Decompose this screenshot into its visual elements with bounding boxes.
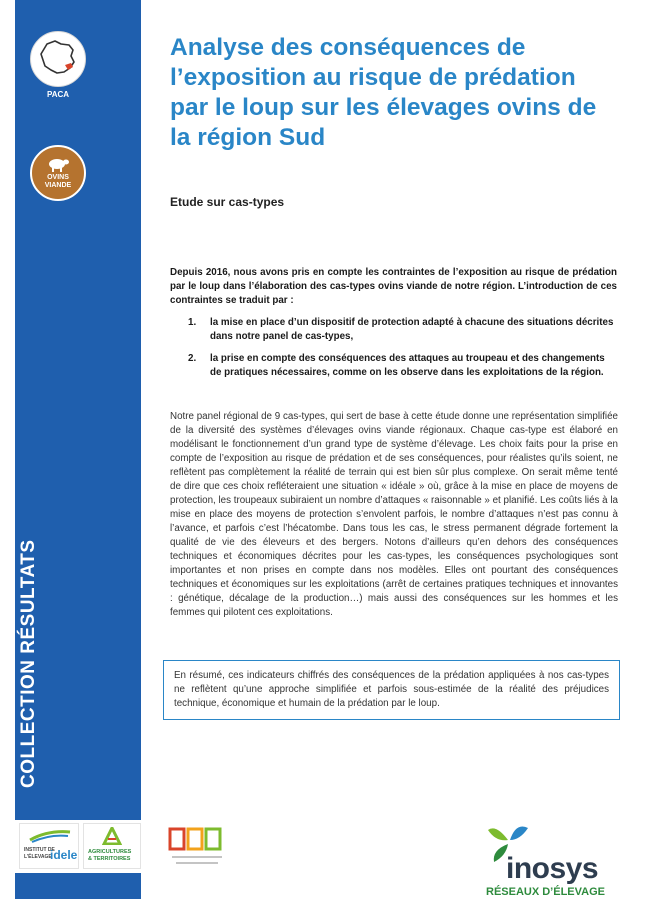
idele-line1: INSTITUT DE	[24, 847, 55, 853]
ovins-label: OVINS	[47, 174, 69, 181]
summary-text: En résumé, ces indicateurs chiffrés des conséquences de la prédation appliquées à nos cas-types ne reflètent qu’une approche simplifiée et parfois sous-estimée de la réalité des préjudices technique, économique et humain de la prédation par le loup.	[174, 670, 609, 709]
sheep-icon	[46, 156, 70, 172]
inosys-subtitle: RÉSEAUX D’ÉLEVAGE	[486, 886, 605, 898]
inosys-logo	[484, 820, 624, 900]
idele-logo	[19, 823, 79, 869]
page-subtitle: Etude sur cas-types	[170, 195, 285, 209]
idele-swoosh-icon	[28, 828, 72, 844]
inosys-brand: inosys	[506, 852, 599, 885]
chambres-a-icon	[102, 827, 122, 845]
chambres-line2: & TERRITOIRES	[88, 856, 131, 862]
summary-box	[163, 660, 620, 720]
intro-paragraph: Depuis 2016, nous avons pris en compte les contraintes de l’exposition au risque de prédation par le loup dans l’élaboration des cas-types ovins viande de notre région. L’introduction de ces contraintes se traduit par :	[170, 267, 617, 306]
viande-label: VIANDE	[44, 182, 72, 189]
region-sud-logo	[168, 823, 226, 869]
region-label: PACA	[46, 90, 70, 99]
list-item-number: 1.	[188, 317, 197, 328]
partner-logos	[15, 820, 144, 873]
list-item-text: la prise en compte des conséquences des attaques au troupeau et des changements de pratiques nécessaires, comme on les observe dans les exploitations de la région.	[210, 353, 605, 378]
numbered-list	[188, 316, 618, 388]
chambres-agriculture-logo	[83, 823, 141, 869]
france-outline-icon	[31, 32, 85, 86]
region-sud-icon	[168, 823, 226, 869]
france-map-icon	[30, 31, 86, 87]
list-item-number: 2.	[188, 353, 197, 364]
list-item	[188, 352, 618, 380]
ovins-viande-badge	[30, 145, 86, 201]
idele-brand: idele	[50, 848, 78, 862]
list-item-text: la mise en place d’un dispositif de protection adapté à chacune des situations décrites dans notre panel de cas-types,	[210, 317, 614, 342]
body-paragraph: Notre panel régional de 9 cas-types, qui sert de base à cette étude donne une représentation simplifiée de la diversité des systèmes d’élevages ovins viande régionaux. Chaque cas-type est élaboré en modélisant le fonctionnement d’un grand type de système d’élevage. Les choix faits pour la prise en compte de l’exposition au risque de prédation et de ses conséquences, pour réalistes qu’ils soient, ne reflètent pas complètement la réalité de terrain qui est bien sûr plus complexe. On serait même tenté de dire que ces choix refléteraient une situation « idéale » où, grâce à la mise en place de moyens de protection, les troupeaux subiraient un nombre d’attaques « raisonnable » et planifié. Les coûts liés à la mise en place des moyens de protection s’envolent parfois, le nombre d’attaques n’est pas connu à l’avance, et parfois c’est l’hécatombe. Dans tous les cas, le stress permanent dégrade fortement la qualité de vie des éleveurs et des bergers. Notons d’ailleurs qu’en dehors des conséquences techniques et économiques décrites pour les cas-types, les conséquences psychologiques sont importantes et non prises en compte dans nos modèles. Elles ont pourtant des conséquences techniques et économiques sur les exploitations (arrêt de certaines pratiques techniques et innovantes : génétique, décalage de la production…) mais aussi des conséquences sur les hommes et les femmes qui pilotent ces exploitations.	[170, 411, 618, 618]
page-title: Analyse des conséquences de l’exposition au risque de prédation par le loup sur les élevages ovins de la région Sud	[170, 34, 597, 151]
collection-label: COLLECTION RÉSULTATS	[18, 539, 39, 788]
idele-line2: L’ÉLEVAGE	[24, 854, 52, 860]
list-item	[188, 316, 618, 344]
chambres-line1: AGRICULTURES	[88, 849, 132, 855]
